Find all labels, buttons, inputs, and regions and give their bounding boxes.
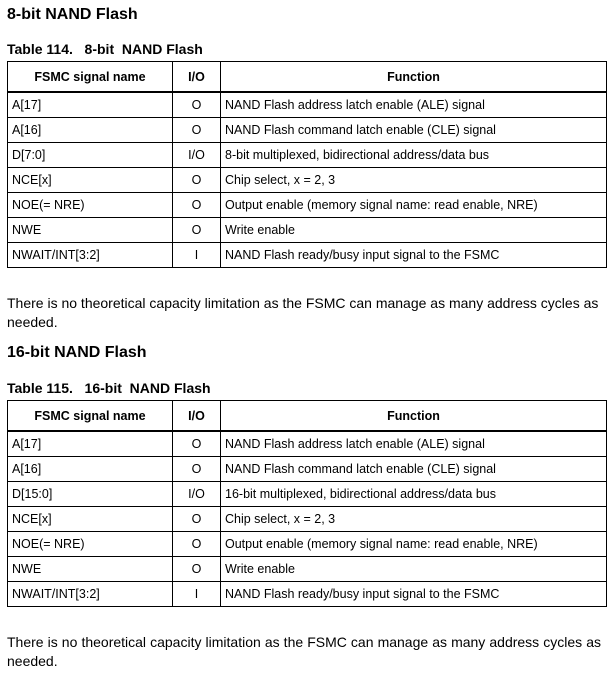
table-row: [8, 143, 607, 168]
io-cell: O: [173, 218, 221, 243]
section-heading-8bit: 8-bit NAND Flash: [7, 6, 138, 23]
io-cell: O: [173, 431, 221, 457]
capacity-note-16bit: There is no theoretical capacity limitation as the FSMC can manage as many address cycles as needed.: [7, 634, 601, 669]
column-header-signal-name: FSMC signal name: [8, 62, 173, 93]
signal-table-16bit: [7, 400, 607, 607]
io-cell: I/O: [173, 143, 221, 168]
signal-name-cell: NWE: [8, 218, 173, 243]
column-header-io: I/O: [173, 62, 221, 93]
table-row: [8, 92, 607, 118]
io-cell: O: [173, 118, 221, 143]
io-cell: O: [173, 532, 221, 557]
io-cell: I: [173, 582, 221, 607]
function-cell: NAND Flash command latch enable (CLE) signal: [221, 118, 607, 143]
table-row: [8, 457, 607, 482]
function-cell: Chip select, x = 2, 3: [221, 507, 607, 532]
column-header-function: Function: [221, 62, 607, 93]
table-row: [8, 218, 607, 243]
signal-name-cell: NCE[x]: [8, 168, 173, 193]
function-cell: NAND Flash address latch enable (ALE) signal: [221, 92, 607, 118]
signal-name-cell: NOE(= NRE): [8, 532, 173, 557]
table-row: [8, 532, 607, 557]
function-cell: NAND Flash ready/busy input signal to the FSMC: [221, 582, 607, 607]
signal-name-cell: NWE: [8, 557, 173, 582]
signal-name-cell: NCE[x]: [8, 507, 173, 532]
function-cell: NAND Flash address latch enable (ALE) signal: [221, 431, 607, 457]
signal-name-cell: D[15:0]: [8, 482, 173, 507]
io-cell: O: [173, 457, 221, 482]
table-row: [8, 431, 607, 457]
io-cell: O: [173, 193, 221, 218]
function-cell: 8-bit multiplexed, bidirectional address/data bus: [221, 143, 607, 168]
io-cell: O: [173, 168, 221, 193]
function-cell: Output enable (memory signal name: read enable, NRE): [221, 532, 607, 557]
table-row: [8, 193, 607, 218]
column-header-signal-name: FSMC signal name: [8, 401, 173, 432]
signal-name-cell: A[16]: [8, 118, 173, 143]
table-caption-114: Table 114. 8-bit NAND Flash: [7, 41, 203, 57]
io-cell: I: [173, 243, 221, 268]
signal-name-cell: A[17]: [8, 92, 173, 118]
signal-name-cell: A[17]: [8, 431, 173, 457]
column-header-function: Function: [221, 401, 607, 432]
table-row: [8, 168, 607, 193]
table-row: [8, 507, 607, 532]
function-cell: Chip select, x = 2, 3: [221, 168, 607, 193]
signal-name-cell: D[7:0]: [8, 143, 173, 168]
signal-name-cell: NWAIT/INT[3:2]: [8, 582, 173, 607]
capacity-note-8bit: There is no theoretical capacity limitation as the FSMC can manage as many address cycles as needed.: [7, 295, 599, 330]
signal-name-cell: NOE(= NRE): [8, 193, 173, 218]
function-cell: Write enable: [221, 557, 607, 582]
function-cell: NAND Flash ready/busy input signal to the FSMC: [221, 243, 607, 268]
column-header-io: I/O: [173, 401, 221, 432]
io-cell: I/O: [173, 482, 221, 507]
io-cell: O: [173, 557, 221, 582]
signal-table-8bit: [7, 61, 607, 268]
function-cell: 16-bit multiplexed, bidirectional address/data bus: [221, 482, 607, 507]
section-heading-16bit: 16-bit NAND Flash: [7, 344, 147, 361]
signal-name-cell: A[16]: [8, 457, 173, 482]
table-row: [8, 557, 607, 582]
function-cell: Write enable: [221, 218, 607, 243]
table-header-row: [8, 401, 607, 432]
table-header-row: [8, 62, 607, 93]
signal-name-cell: NWAIT/INT[3:2]: [8, 243, 173, 268]
table-caption-115: Table 115. 16-bit NAND Flash: [7, 380, 211, 396]
table-row: [8, 118, 607, 143]
io-cell: O: [173, 92, 221, 118]
function-cell: Output enable (memory signal name: read enable, NRE): [221, 193, 607, 218]
function-cell: NAND Flash command latch enable (CLE) signal: [221, 457, 607, 482]
table-row: [8, 582, 607, 607]
io-cell: O: [173, 507, 221, 532]
table-row: [8, 243, 607, 268]
table-row: [8, 482, 607, 507]
